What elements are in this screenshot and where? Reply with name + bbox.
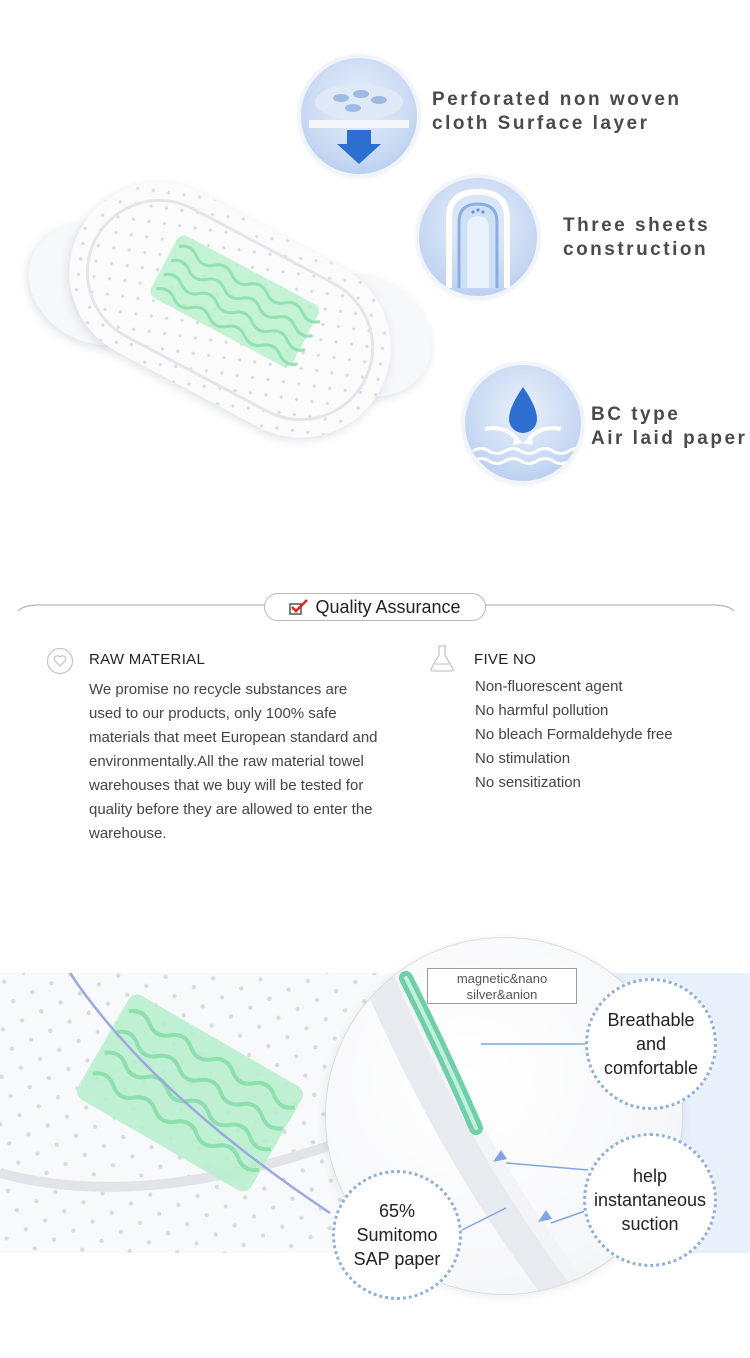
list-item: No stimulation <box>475 750 571 767</box>
suction-callout: help instantaneous suction <box>583 1133 717 1267</box>
feature-label-bc-type: BC type Air laid paper <box>591 404 748 449</box>
list-item: No bleach Formaldehyde free <box>475 726 673 743</box>
divider-right <box>484 600 734 612</box>
feature-label-three-sheets: Three sheets construction <box>563 215 711 260</box>
checkbox-check-icon <box>289 599 309 615</box>
list-item: No sensitization <box>475 774 581 791</box>
raw-material-description: We promise no recycle substances are used to our products, only 100% safe materials that meet European standard and environmentally.All the raw material towel warehouses that we buy will be tested for quality before they are allowed to enter the warehouse. <box>89 681 378 842</box>
breathable-callout: Breathable and comfortable <box>585 978 717 1110</box>
five-no-list <box>475 675 673 795</box>
silver-anion-layer-label: magnetic&nano silver&anion <box>427 968 577 1004</box>
five-no-heading: FIVE NO <box>474 651 537 668</box>
flask-icon <box>428 643 456 673</box>
water-drop-absorb-icon <box>465 365 581 481</box>
feature-label-perforated: Perforated non woven cloth Surface layer <box>432 89 682 134</box>
list-item: No harmful pollution <box>475 702 609 719</box>
divider-left <box>18 600 268 612</box>
three-sheets-icon <box>419 178 537 296</box>
raw-material-heading: RAW MATERIAL <box>89 651 206 668</box>
sap-paper-callout: 65% Sumitomo SAP paper <box>332 1170 462 1300</box>
heart-icon <box>46 647 74 675</box>
list-item: Non-fluorescent agent <box>475 678 623 695</box>
quality-assurance-badge <box>264 593 486 621</box>
perforated-layer-icon <box>301 58 417 174</box>
quality-assurance-title: Quality Assurance <box>315 596 461 617</box>
